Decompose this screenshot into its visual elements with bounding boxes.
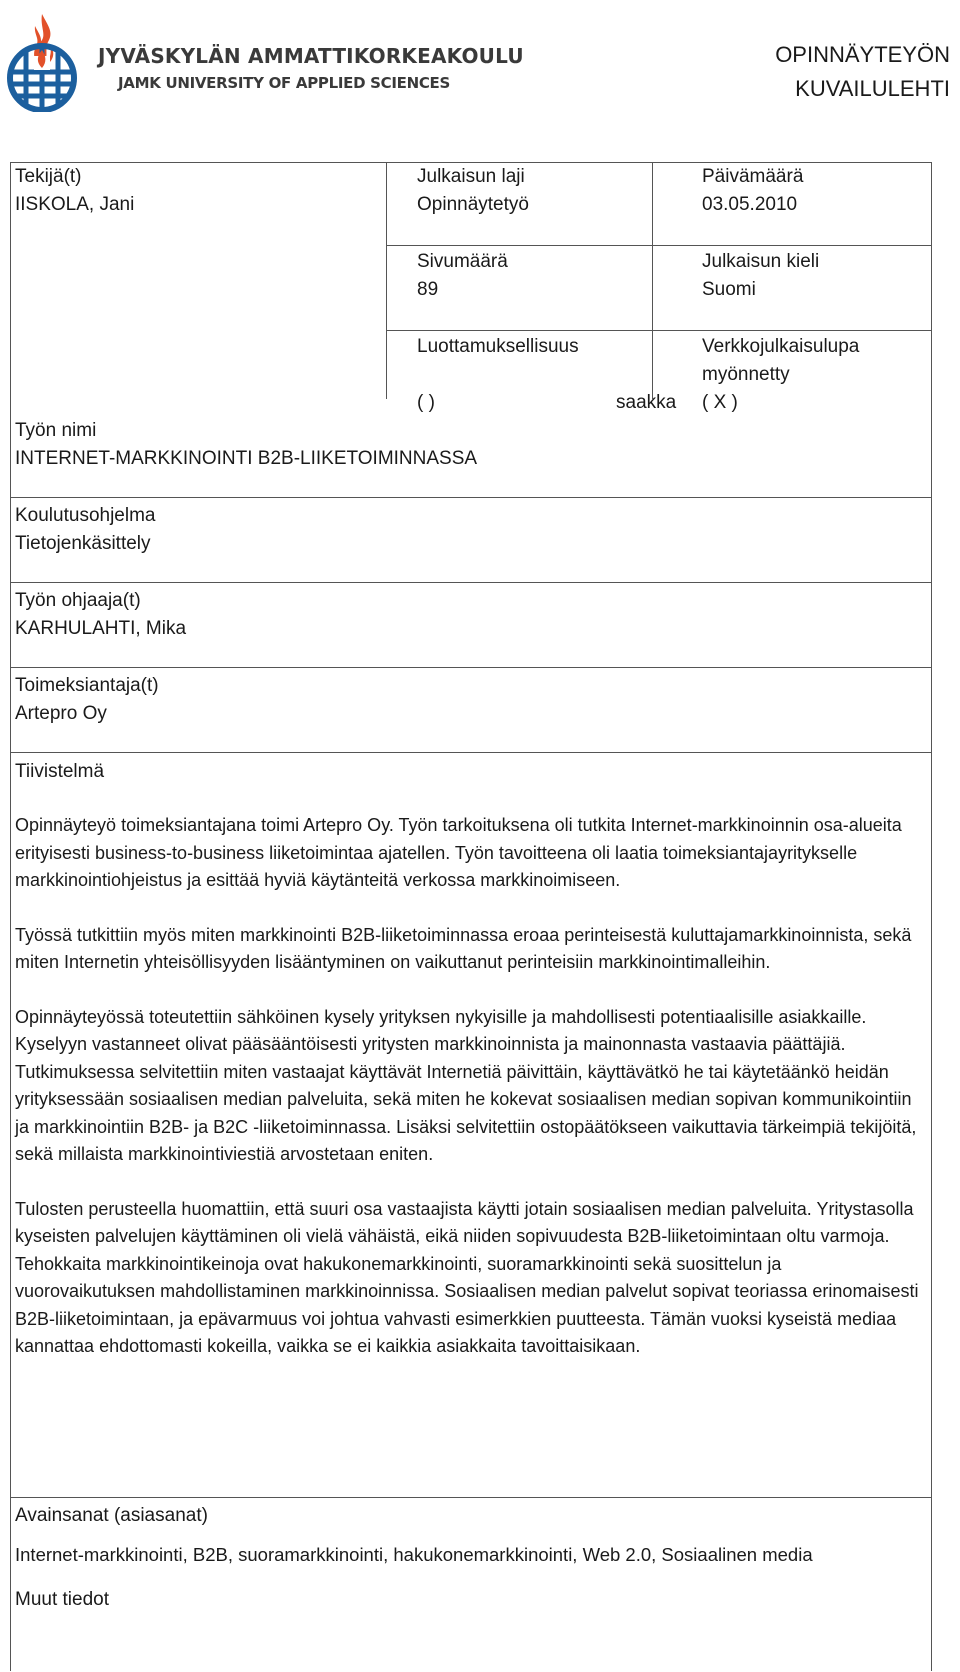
institution-name-finnish: JYVÄSKYLÄN AMMATTIKORKEAKOULU: [98, 44, 524, 68]
institution-name-english: JAMK UNIVERSITY OF APPLIED SCIENCES: [118, 74, 451, 92]
thesis-title-value: INTERNET-MARKKINOINTI B2B-LIIKETOIMINNASSA: [15, 448, 478, 469]
language-value: Suomi: [702, 279, 756, 300]
date-value: 03.05.2010: [702, 194, 798, 215]
row-divider: [10, 667, 932, 668]
row-divider: [10, 752, 932, 753]
page-count-value: 89: [417, 279, 439, 300]
row-divider: [386, 245, 932, 246]
abstract-paragraph: Tulosten perusteella huomattiin, että suuri osa vastaajista käytti jotain sosiaalisen median palveluita. Yritystasolla kyseisten palvelujen käyttäminen oli vielä vähäistä, eikä niiden sopivuudesta B2B-liiketoimintaan oltu varmoja. Tehokkaita markkinointikeinoja ovat hakukonemarkkinointi, suoramarkkinointi sekä suosittelun ja vuorovaikutuksen mahdollistaminen markkinoinnissa. Sosiaalisen median palvelut sopivat teoriassa erinomaisesti B2B-liiketoimintaan, ja epävarmuus voi johtua vahvasti esimerkkien puutteesta. Tämän vuoksi kyseistä mediaa kannattaa ehdottomasti kokeilla, vaikka se ei kaikkia asiakkaita tavoittaisikaan.: [15, 1198, 919, 1356]
author-value: IISKOLA, Jani: [15, 194, 135, 215]
document-title: [775, 38, 950, 106]
online-publication-label-line2: myönnetty: [702, 364, 790, 385]
row-divider: [10, 497, 932, 498]
abstract-label: Tiivistelmä: [15, 761, 105, 782]
date-label: Päivämäärä: [702, 166, 804, 187]
client-value: Artepro Oy: [15, 703, 107, 724]
keywords-label: Avainsanat (asiasanat): [15, 1505, 208, 1526]
author-label: Tekijä(t): [15, 166, 82, 187]
column-divider-2: [652, 162, 653, 399]
online-publication-value: ( X ): [702, 392, 738, 413]
client-label: Toimeksiantaja(t): [15, 675, 159, 696]
jamk-logo: [4, 6, 80, 112]
abstract-body: [15, 812, 920, 1388]
row-divider: [10, 1497, 932, 1498]
row-divider: [10, 582, 932, 583]
confidentiality-value: ( ): [417, 392, 435, 413]
publication-type-label: Julkaisun laji: [417, 166, 525, 187]
column-divider-1: [386, 162, 387, 399]
degree-programme-value: Tietojenkäsittely: [15, 533, 151, 554]
abstract-paragraph: Työssä tutkittiin myös miten markkinointi B2B-liiketoiminnassa eroaa perinteisestä kuluttajamarkkinoinnista, sekä miten Internetin yhteisöllisyyden lisääntyminen on vaikuttanut perinteisiin markkinointimalleihin.: [15, 924, 912, 972]
supervisor-label: Työn ohjaaja(t): [15, 590, 141, 611]
confidentiality-label: Luottamuksellisuus: [417, 336, 579, 357]
document-title-line1: OPINNÄYTEYÖN: [775, 42, 950, 67]
online-publication-label-line1: Verkkojulkaisulupa: [702, 336, 860, 357]
page-count-label: Sivumäärä: [417, 251, 508, 272]
document-title-line2: KUVAILULEHTI: [795, 76, 950, 101]
row-divider: [386, 330, 932, 331]
thesis-title-label: Työn nimi: [15, 420, 97, 441]
supervisor-value: KARHULAHTI, Mika: [15, 618, 187, 639]
publication-type-value: Opinnäytetyö: [417, 194, 529, 215]
abstract-paragraph: Opinnäyteyössä toteutettiin sähköinen kysely yrityksen nykyisille ja mahdollisesti potentiaalisille asiakkaille. Kyselyyn vastanneet olivat pääsääntöisesti yritysten markkinoinnista ja mainonnasta vastaavia päättäjiä. Tutkimuksessa selvitettiin miten vastaajat käyttävät Internetiä päivittäin, käyttävätkö he tai käytetäänkö heidän yrityksessään sosiaalisen median palveluita, sekä miten he kokevat sosiaalisen median sopivan kommunikointiin ja markkinointiin B2B- ja B2C -liiketoiminnassa. Lisäksi selvitettiin ostopäätökseen vaikuttavia tärkeimpiä tekijöitä, sekä millaista markkinointiviestiä arvostetaan eniten.: [15, 1006, 917, 1164]
confidentiality-until: saakka: [616, 392, 677, 413]
degree-programme-label: Koulutusohjelma: [15, 505, 156, 526]
keywords-value: Internet-markkinointi, B2B, suoramarkkinointi, hakukonemarkkinointi, Web 2.0, Sosiaalinen media: [15, 1544, 813, 1565]
abstract-paragraph: Opinnäyteyö toimeksiantajana toimi Artepro Oy. Työn tarkoituksena oli tutkita Internet-markkinoinnin osa-alueita erityisesti business-to-business liiketoimintaa ajatellen. Työn tavoitteena oli laatia toimeksiantajayritykselle markkinointiohjeistus ja esittää hyviä käytänteitä verkossa markkinoimiseen.: [15, 815, 902, 890]
language-label: Julkaisun kieli: [702, 251, 820, 272]
other-info-label: Muut tiedot: [15, 1589, 109, 1610]
